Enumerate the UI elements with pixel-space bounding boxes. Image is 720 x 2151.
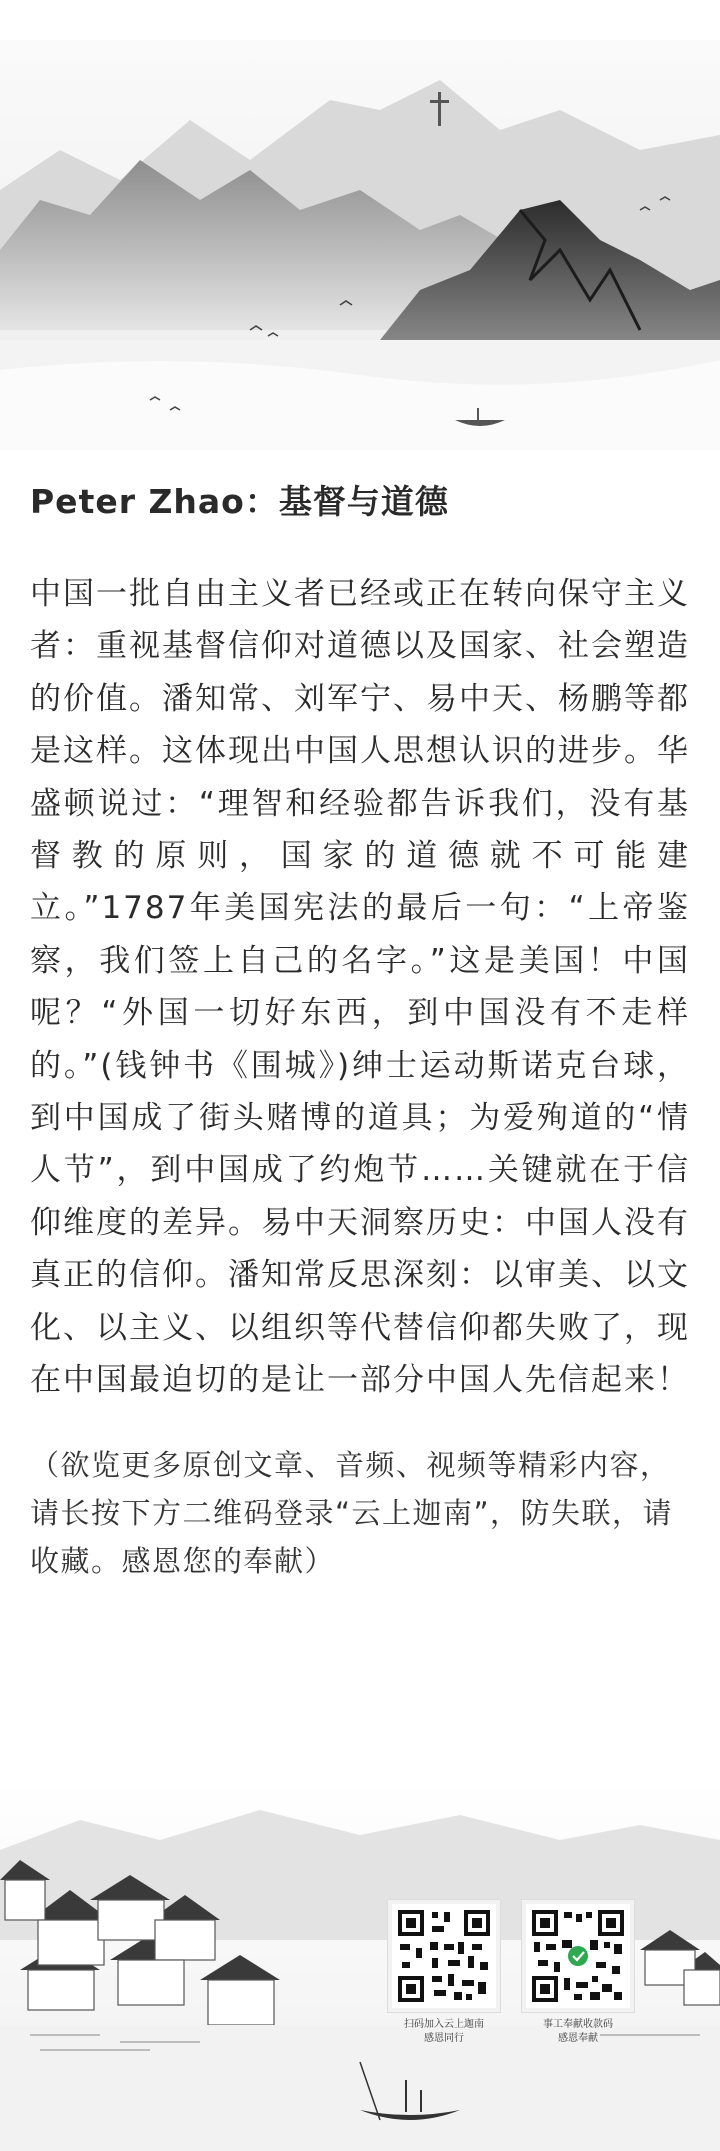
subscribe-note: （欲览更多原创文章、音频、视频等精彩内容，请长按下方二维码登录“云上迦南”，防失联，请收藏。感恩您的奉献） [30, 1447, 674, 1578]
article-title: Peter Zhao：基督与道德 [30, 482, 449, 521]
qr-donate-caption-2: 感恩奉献 [558, 2033, 598, 2044]
qr-join-caption-2: 感恩同行 [424, 2033, 464, 2044]
qr-donate-caption-1: 事工奉献收款码 [543, 2019, 613, 2030]
footer-village-image [0, 1780, 720, 2151]
qr-join-caption-1: 扫码加入云上迦南 [404, 2019, 484, 2030]
qr-code-icon [522, 1900, 634, 2012]
qr-join[interactable] [388, 1900, 500, 2046]
hero-landscape-image [0, 40, 720, 450]
qr-code-icon [388, 1900, 500, 2012]
article-body: 中国一批自由主义者已经或正在转向保守主义者：重视基督信仰对道德以及国家、社会塑造的价值。潘知常、刘军宁、易中天、杨鹏等都是这样。这体现出中国人思想认识的进步。华盛顿说过：“理智和经验都告诉我们，没有基督教的原则，国家的道德就不可能建立。”1787年美国宪法的最后一句：“上帝鉴察，我们签上自己的名字。”这是美国！中国呢？“外国一切好东西，到中国没有不走样的。”(钱钟书《围城》)绅士运动斯诺克台球，到中国成了街头赌博的道具；为爱殉道的“情人节”，到中国成了约炮节……关键就在于信仰维度的差异。易中天洞察历史：中国人没有真正的信仰。潘知常反思深刻：以审美、以文化、以主义、以组织等代替信仰都失败了，现在中国最迫切的是让一部分中国人先信起来！ [30, 576, 690, 1399]
qr-donate[interactable] [522, 1900, 634, 2046]
article-content [30, 480, 690, 1585]
